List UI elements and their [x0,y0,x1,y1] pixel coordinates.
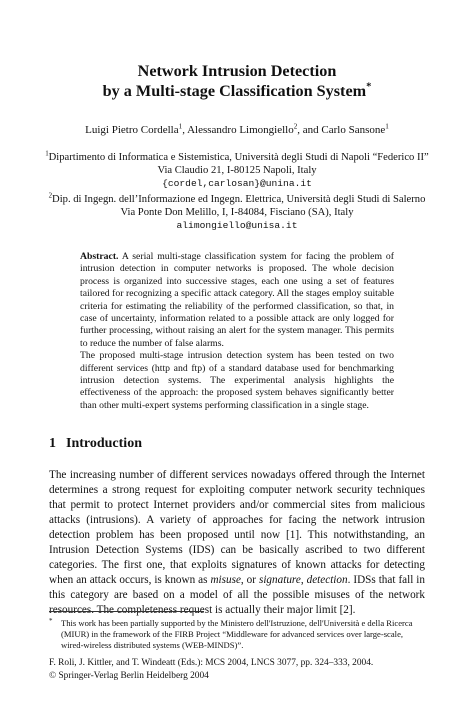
footnote [49,618,425,652]
affiliation-2-dept: Dip. di Ingegn. dell’Informazione ed Ingegn. Elettrica, Università degli Studi di Salerno [52,194,426,205]
affiliation-1 [0,151,474,190]
intro-text-1: The increasing number of different services nowadays offered through the Internet determines a strong request for exploiting computer network security techniques that permit to protect Internet providers and/or commercial sites from malicious attacks (intrusions). A variety of approaches for facing the network intrusion detection problem has been proposed until now [1]. This notwithstanding, an Intrusion Detection Systems (IDS) can be basically ascribed to two different categories. The first one, that exploits signatures of known attacks for detecting when an attack occurs, is known as [49,469,425,586]
abstract-label: Abstract. [80,251,119,262]
intro-term-misuse: misuse [210,574,241,586]
intro-text-3: , [300,574,307,586]
intro-paragraph [49,468,425,618]
publication-copyright: © Springer-Verlag Berlin Heidelberg 2004 [49,670,209,681]
author-1: Luigi Pietro Cordella [85,124,179,136]
section-heading [49,436,142,452]
abstract-text-1: A serial multi-stage classification system for facing the problem of intrusion detection in computer networks is proposed. The whole decision process is organized into successive stages, each one using a set of features tailored for recognizing a specific attack category. All the stages employ suitable criteria for estimating the reliability of the performed classification, so that, in case of uncertainty, information related to a possible attack are only logged for further processing, without raising an alert for the system manager. This permits to reduce the number of false alarms. [80,251,395,349]
affiliation-2-email: alimongiello@unisa.it [176,220,298,231]
affiliation-1-address: Via Claudio 21, I-80125 Napoli, Italy [157,165,317,176]
title-line-1: Network Intrusion Detection [137,62,337,80]
intro-term-detection: detection [306,574,348,586]
intro-text-2: , or [240,574,259,586]
paper-title [0,61,474,101]
abstract-paragraph-2: The proposed multi-stage intrusion detection system has been tested on two different services (http and ftp) of a standard database used for benchmarking intrusion detection systems. The experimental analysis highlights the effectiveness of the approach: the proposed system behaves significantly better than other multi-expert systems performing classification in a single stage. [80,350,394,411]
publication-info [49,657,373,683]
title-footnote-mark: * [366,81,372,93]
intro-text-4: . IDSs that fall in this category are based on a model of all the possible misuses of the network resources. The completeness request is actually their major limit [2]. [49,574,426,616]
footnote-text: This work has been partially supported by the Ministero dell'Istruzione, dell'Università e della Ricerca (MIUR) in the framework of the FIRB Project “Middleware for advanced services over large-scale, wired-wireless distributed systems (WEB-MINDS)”. [61,618,413,651]
affiliation-2-address: Via Ponte Don Melillo, I, I-84084, Fisciano (SA), Italy [120,207,354,218]
abstract-paragraph-1 [80,251,394,350]
footnote-mark: * [49,617,53,625]
affiliation-1-dept: Dipartimento di Informatica e Sistemistica, Università degli Studi di Napoli “Federico II” [48,152,429,163]
author-2: Alessandro Limongiello [187,124,294,136]
abstract [80,251,394,412]
publication-citation: F. Roli, J. Kittler, and T. Windeatt (Eds.): MCS 2004, LNCS 3077, pp. 324–333, 2004. [49,658,374,668]
affiliation-1-email: {cordel,carlosan}@unina.it [162,178,312,189]
affiliation-1-mark: 1 [45,150,49,158]
author-2-affil: 2 [293,122,298,131]
author-list: Luigi Pietro Cordella$^1$, Alessandro Limongiello$^2$, and Carlo Sansone$^1$ [85,122,389,136]
footnote-divider [49,611,204,612]
author-1-affil: 1 [178,122,183,131]
section-number: 1 [49,436,56,451]
affiliation-2 [0,193,474,232]
author-3-affil: 1 [385,122,389,131]
affiliation-2-mark: 2 [48,192,53,200]
section-title: Introduction [66,436,142,451]
title-line-2-text: by a Multi-stage Classification System [102,82,367,100]
intro-term-signature: signature [258,574,301,586]
title-line-2 [0,81,474,101]
author-3: , and Carlo Sansone [297,124,386,136]
